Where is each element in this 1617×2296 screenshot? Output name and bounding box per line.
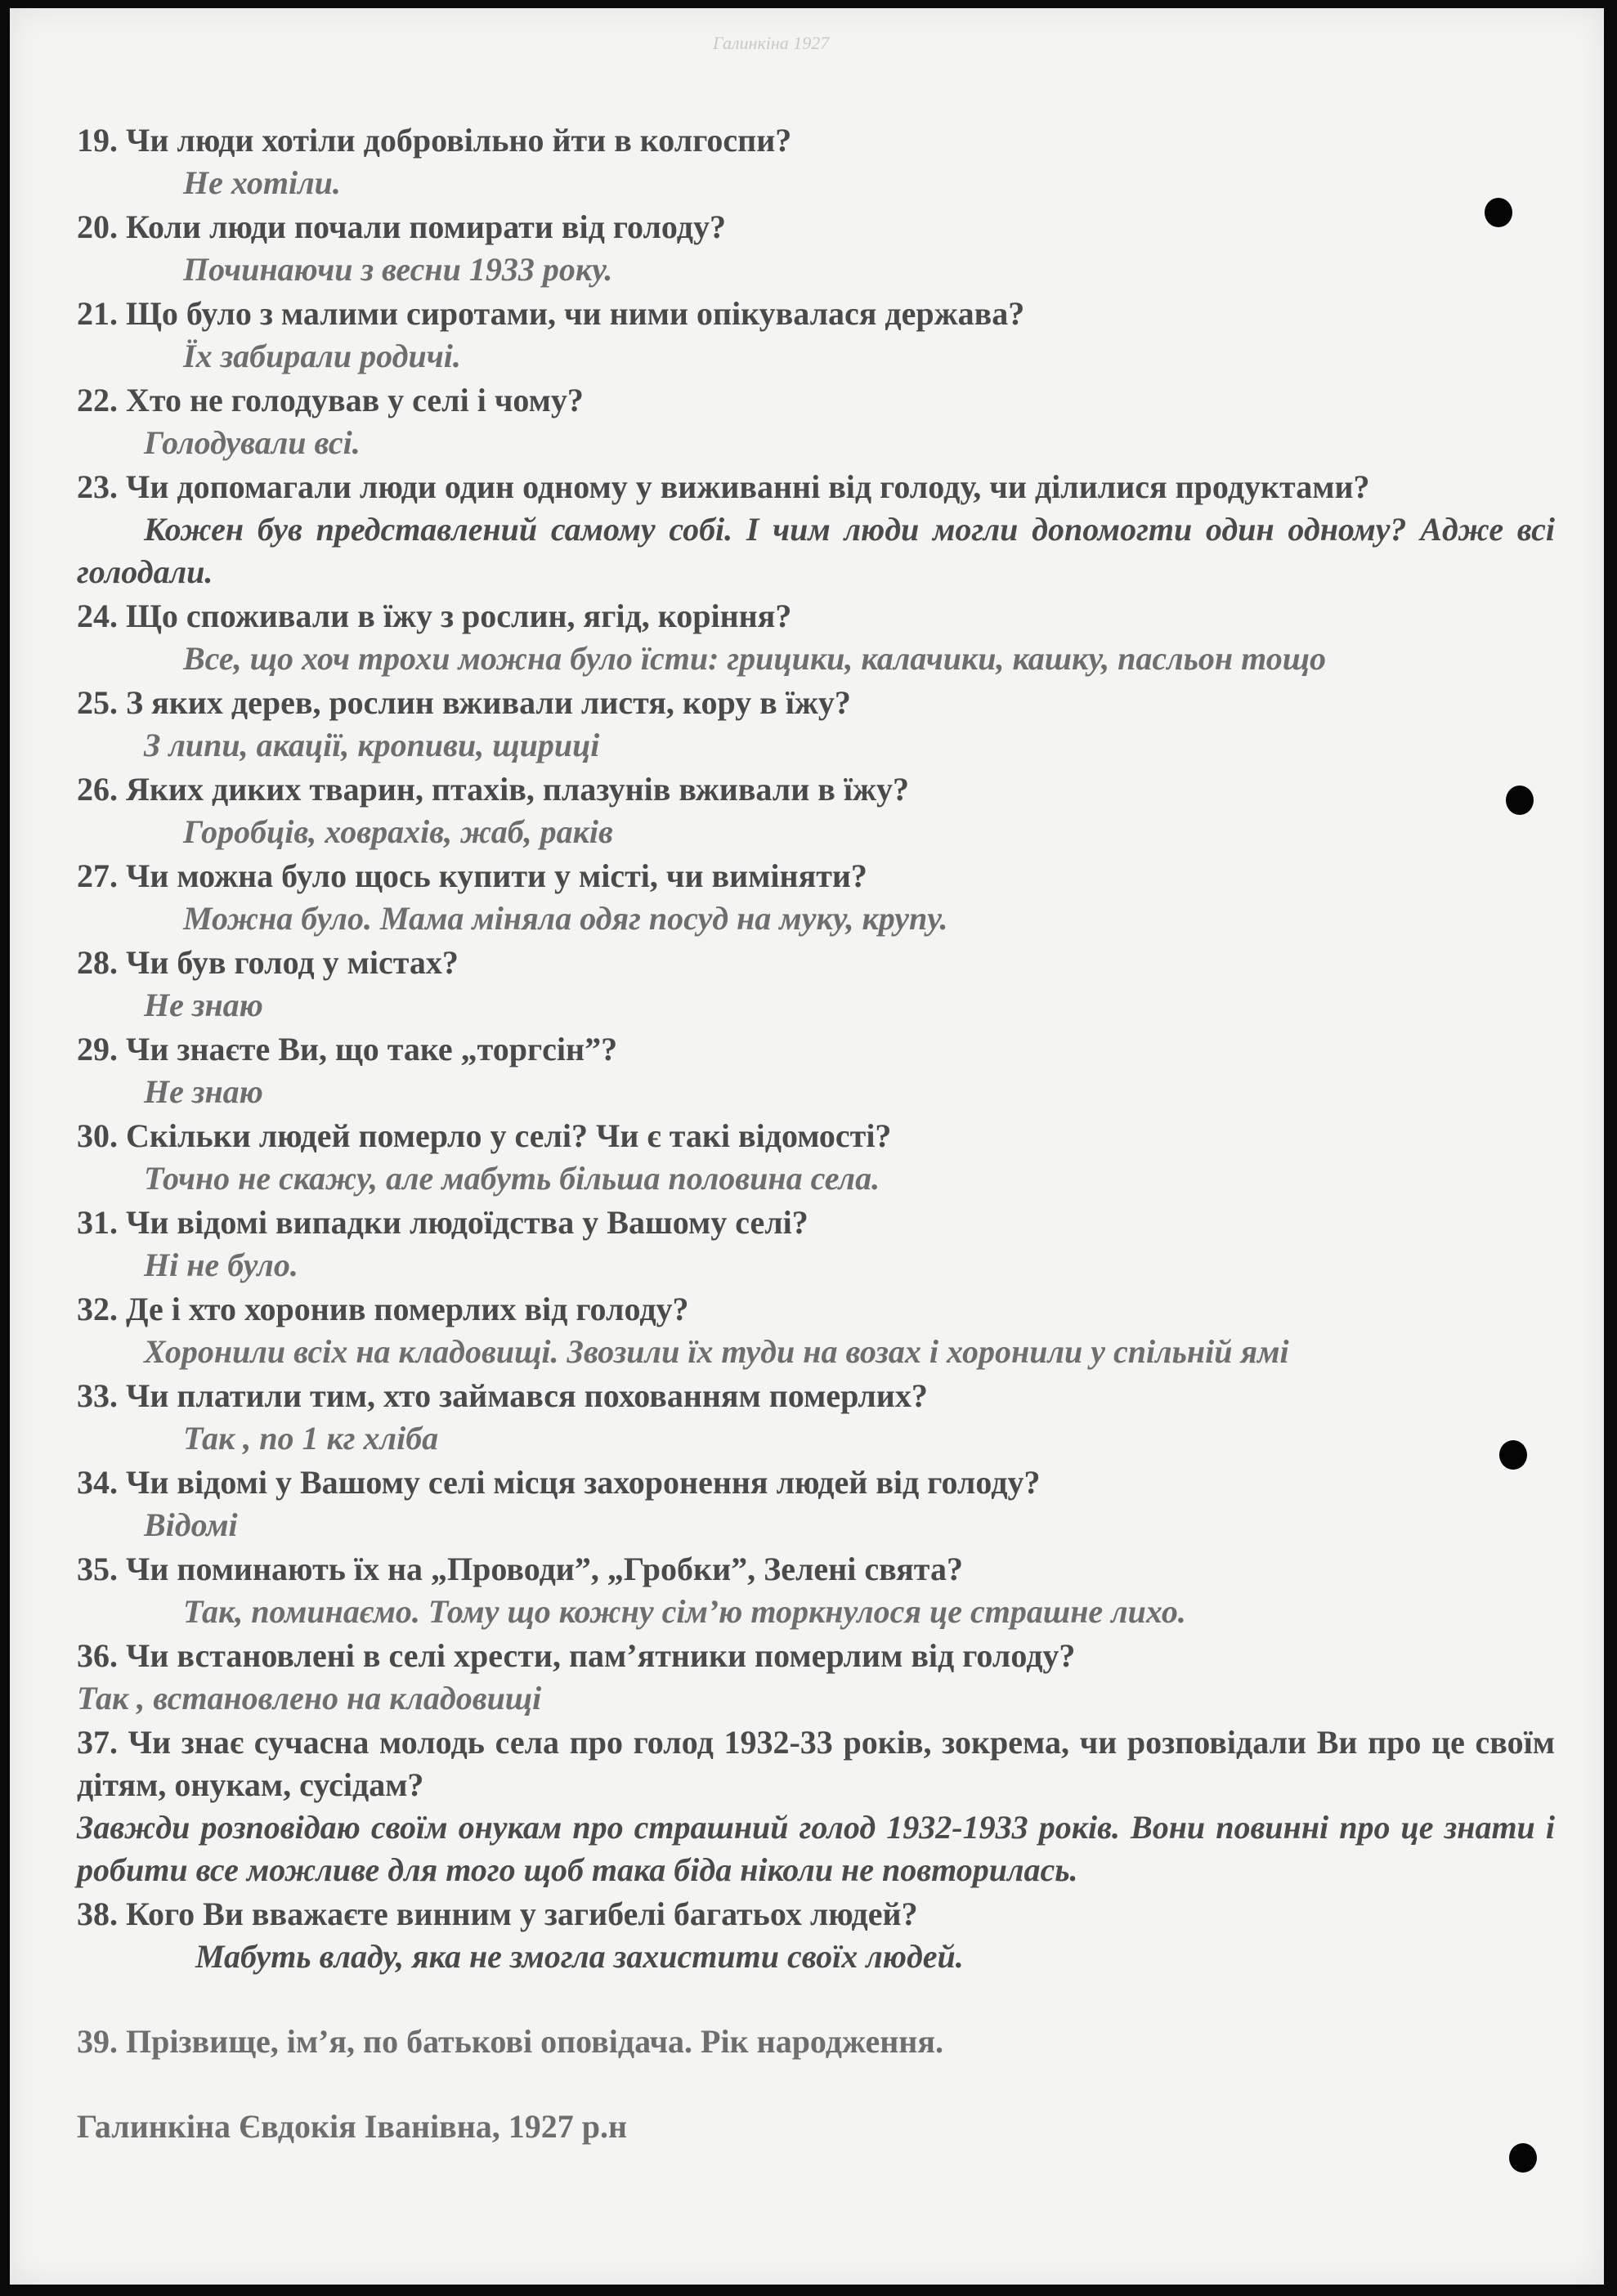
question-24: 24. Що споживали в їжу з рослин, ягід, коріння? [77,597,792,634]
spacer [77,2063,1555,2106]
answer-24: Все, що хоч трохи можна було їсти: грицики, калачики, кашку, пасльон тощо [183,640,1327,677]
answer-23: Кожен був представлений самому собі. І чим люди могли допомогти один одному? Адже всі голодали. [77,511,1555,590]
spacer [77,1980,1555,2021]
answer-32: Хоронили всіх на кладовищі. Звозили їх туди на возах і хоронили у спільній ямі [144,1333,1289,1370]
question-19: 19. Чи люди хотіли добровільно йти в колгоспи? [77,122,792,159]
answer-37: Завжди розповідаю своїм онукам про страшний голод 1932-1933 років. Вони повинні про це знати і робити все можливе для того щоб така біда ніколи не повторилась. [77,1809,1555,1888]
question-39: 39. Прізвище, ім’я, по батькові оповідача. Рік народження. [77,2023,943,2060]
answer-25: З липи, акації, кропиви, щириці [144,727,600,763]
question-36: 36. Чи встановлені в селі хрести, пам’ятники померлим від голоду? [77,1637,1076,1674]
question-29: 29. Чи знаєте Ви, що таке „торгсін”? [77,1031,618,1067]
answer-35: Так, поминаємо. Тому що кожну сім’ю торкнулося це страшне лихо. [183,1593,1186,1630]
header-handwritten-mark: Галинкіна 1927 [713,33,830,53]
question-35: 35. Чи поминають їх на „Проводи”, „Гробки”, Зелені свята? [77,1551,963,1587]
question-30: 30. Скільки людей померло у селі? Чи є такі відомості? [77,1117,892,1154]
answer-38: Мабуть владу, яка не змогла захистити своїх людей. [195,1938,964,1975]
question-20: 20. Коли люди почали помирати від голоду? [77,208,726,245]
question-22: 22. Хто не голодував у селі і чому? [77,382,584,418]
answer-20: Починаючи з весни 1933 року. [183,251,613,288]
question-33: 33. Чи платили тим, хто займався похованням померлих? [77,1377,928,1414]
answer-36: Так , встановлено на кладовищі [77,1680,542,1716]
answer-22: Голодували всі. [144,424,361,461]
answer-19: Не хотіли. [183,164,341,201]
document-page [10,8,1604,2285]
answer-30: Точно не скажу, але мабуть більша половина села. [144,1160,880,1197]
question-34: 34. Чи відомі у Вашому селі місця захоронення людей від голоду? [77,1464,1041,1501]
question-27: 27. Чи можна було щось купити у місті, чи виміняти? [77,857,867,894]
question-37: 37. Чи знає сучасна молодь села про голод 1932-33 років, зокрема, чи розповідали Ви про це своїм дітям, онукам, сусідам? [77,1724,1555,1803]
question-28: 28. Чи був голод у містах? [77,944,459,981]
answer-33: Так , по 1 кг хліба [183,1420,439,1457]
answer-28: Не знаю [144,987,263,1023]
question-32: 32. Де і хто хоронив померлих від голоду? [77,1291,689,1327]
answer-29: Не знаю [144,1073,263,1110]
question-26: 26. Яких диких тварин, птахів, плазунів вживали в їжу? [77,771,909,808]
question-38: 38. Кого Ви вважаєте винним у загибелі багатьох людей? [77,1895,918,1932]
answer-27: Можна було. Мама міняла одяг посуд на муку, крупу. [183,900,948,937]
answer-31: Ні не було. [144,1246,298,1283]
question-23: 23. Чи допомагали люди один одному у виживанні від голоду, чи ділилися продуктами? [77,468,1370,505]
question-31: 31. Чи відомі випадки людоїдства у Вашому селі? [77,1204,808,1241]
narrator-name: Галинкіна Євдокія Іванівна, 1927 р.н [77,2108,628,2145]
answer-34: Відомі [144,1506,238,1543]
question-25: 25. З яких дерев, рослин вживали листя, кору в їжу? [77,684,851,721]
answer-26: Горобців, ховрахів, жаб, раків [183,813,613,850]
questionnaire [77,119,1555,2148]
answer-21: Їх забирали родичі. [183,338,461,374]
question-21: 21. Що було з малими сиротами, чи ними опікувалася держава? [77,295,1025,332]
